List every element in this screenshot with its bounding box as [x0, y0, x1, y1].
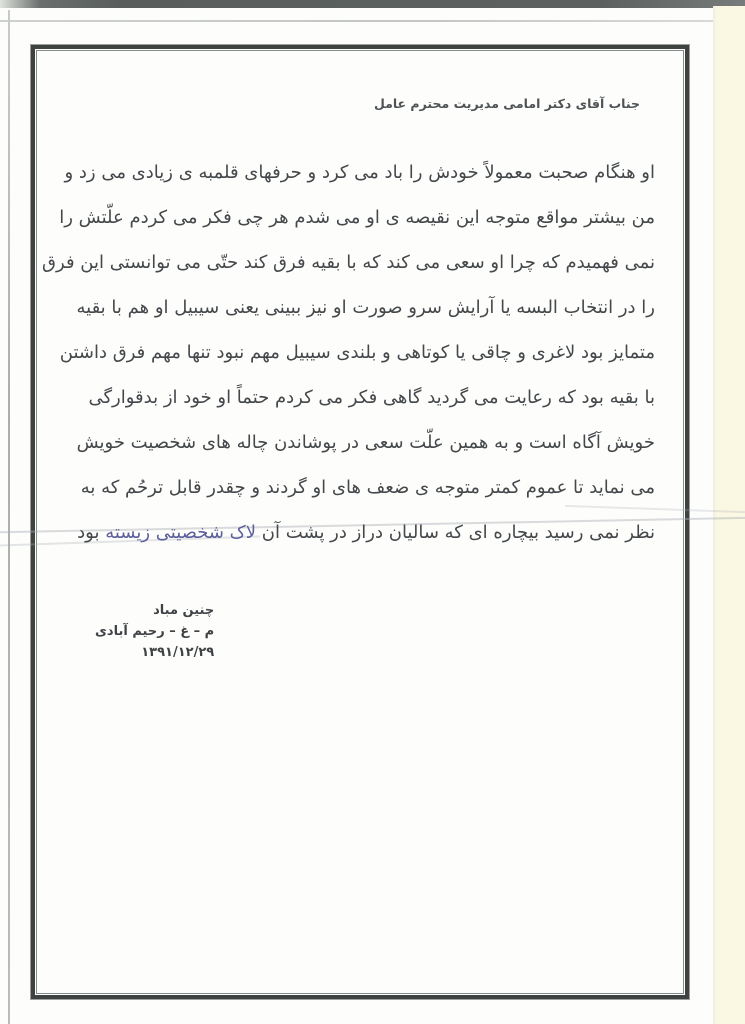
- body-line: نمی فهمیدم که چرا او سعی می کند که با بقیه فرق کند حتّی می توانستی این فرق: [42, 252, 655, 273]
- body-line: را در انتخاب البسه یا آرایش سرو صورت او نیز ببینی یعنی سیبیل او هم با بقیه: [76, 297, 655, 318]
- scanner-lid-strip: [0, 0, 745, 8]
- body-line: می نماید تا عموم کمتر متوجه ی ضعف های او گردند و چقدر قابل ترحُم که به: [80, 477, 655, 498]
- body-line-last-suffix: بود: [77, 522, 106, 543]
- body-line: متمایز بود لاغری و چاقی یا کوتاهی و بلندی سیبیل مهم نبود تنها مهم فرق داشتن: [59, 342, 655, 363]
- body-line: خویش آگاه است و به همین علّت سعی در پوشاندن چاله های شخصیت خویش: [76, 432, 655, 453]
- scan-artifact-line: [0, 20, 745, 22]
- body-line: با بقیه بود که رعایت می گردید گاهی فکر می کردم حتماً او خود از بدقوارگی: [88, 387, 655, 408]
- signature-block: [95, 600, 214, 663]
- body-line: من بیشتر مواقع متوجه این نقیصه ی او می شدم هر چی فکر می کردم علّتش را: [59, 207, 655, 228]
- letter-addressee-header: جناب آقای دکتر امامی مدیریت محترم عامل: [373, 96, 640, 111]
- scanner-background-strip: [713, 6, 745, 1024]
- letter-body: [42, 150, 655, 555]
- signature-closing: چنین مباد: [153, 603, 215, 618]
- body-line-last-tinted-words: لاک شخصیتی زیسته: [105, 522, 257, 543]
- body-line-last-prefix: نظر نمی رسید بیچاره ای که سالیان دراز در پشت آن: [256, 522, 655, 543]
- body-line-last: [77, 510, 655, 555]
- body-line: او هنگام صحبت معمولاً خودش را باد می کرد و حرفهای قلمبه ی زیادی می زد و: [64, 162, 655, 183]
- signature-name: م – غ – رحیم آبادی: [95, 624, 215, 639]
- signature-date: ۱۳۹۱/۱۲/۲۹: [141, 645, 215, 660]
- paper-left-edge: [8, 10, 10, 1024]
